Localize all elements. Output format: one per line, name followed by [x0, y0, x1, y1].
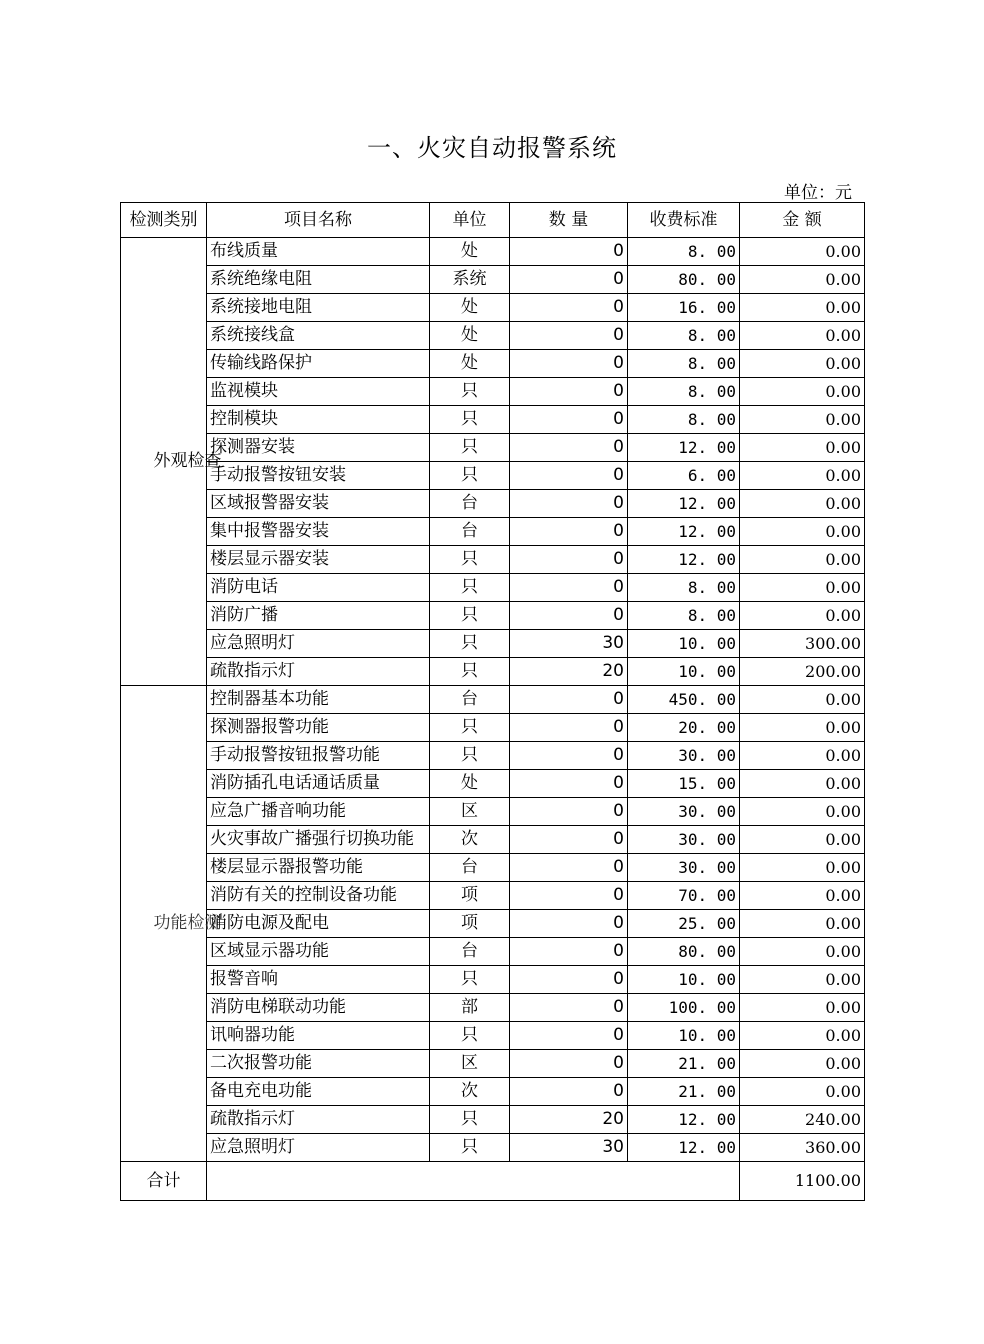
table-row — [121, 910, 865, 938]
unit-label: 单位：元 — [784, 183, 852, 203]
item-standard: 8. 00 — [628, 574, 740, 602]
item-quantity: 0 — [510, 574, 628, 602]
table-row — [121, 518, 865, 546]
item-quantity: 0 — [510, 938, 628, 966]
item-name: 探测器报警功能 — [207, 714, 430, 742]
item-unit: 部 — [430, 994, 510, 1022]
item-amount: 0.00 — [740, 798, 865, 826]
item-quantity: 0 — [510, 854, 628, 882]
item-standard: 8. 00 — [628, 322, 740, 350]
header-quantity: 数 量 — [510, 203, 628, 238]
item-amount: 0.00 — [740, 490, 865, 518]
header-category: 检测类别 — [121, 203, 207, 238]
item-name: 系统接线盒 — [207, 322, 430, 350]
item-name: 消防电源及配电 — [207, 910, 430, 938]
item-amount: 0.00 — [740, 826, 865, 854]
item-name: 监视模块 — [207, 378, 430, 406]
item-amount: 0.00 — [740, 714, 865, 742]
item-name: 楼层显示器报警功能 — [207, 854, 430, 882]
item-standard: 100. 00 — [628, 994, 740, 1022]
item-standard: 10. 00 — [628, 966, 740, 994]
item-quantity: 0 — [510, 434, 628, 462]
item-unit: 处 — [430, 322, 510, 350]
item-name: 探测器安装 — [207, 434, 430, 462]
item-unit: 系统 — [430, 266, 510, 294]
item-amount: 0.00 — [740, 406, 865, 434]
item-unit: 只 — [430, 1134, 510, 1162]
item-amount: 0.00 — [740, 434, 865, 462]
category-cell — [121, 238, 222, 686]
table-row — [121, 378, 865, 406]
item-amount: 0.00 — [740, 294, 865, 322]
item-standard: 450. 00 — [628, 686, 740, 714]
item-unit: 只 — [430, 742, 510, 770]
item-name: 手动报警按钮安装 — [207, 462, 430, 490]
table-row — [121, 938, 865, 966]
item-quantity: 0 — [510, 518, 628, 546]
item-unit: 区 — [430, 1050, 510, 1078]
item-name: 控制器基本功能 — [207, 686, 430, 714]
item-name: 传输线路保护 — [207, 350, 430, 378]
item-amount: 0.00 — [740, 994, 865, 1022]
total-blank — [207, 1162, 740, 1201]
item-quantity: 0 — [510, 686, 628, 714]
item-quantity: 0 — [510, 490, 628, 518]
item-standard: 16. 00 — [628, 294, 740, 322]
item-unit: 只 — [430, 462, 510, 490]
item-amount: 0.00 — [740, 686, 865, 714]
header-unit: 单位 — [430, 203, 510, 238]
header-amount: 金 额 — [740, 203, 865, 238]
item-standard: 21. 00 — [628, 1078, 740, 1106]
total-row — [121, 1162, 865, 1201]
item-standard: 21. 00 — [628, 1050, 740, 1078]
item-name: 疏散指示灯 — [207, 658, 430, 686]
item-standard: 12. 00 — [628, 546, 740, 574]
table-row — [121, 602, 865, 630]
item-name: 消防广播 — [207, 602, 430, 630]
item-name: 火灾事故广播强行切换功能 — [207, 826, 430, 854]
item-name: 系统接地电阻 — [207, 294, 430, 322]
table-row — [121, 266, 865, 294]
item-quantity: 0 — [510, 238, 628, 266]
item-quantity: 0 — [510, 350, 628, 378]
item-name: 手动报警按钮报警功能 — [207, 742, 430, 770]
table-row — [121, 434, 865, 462]
category-label: 功能检测 — [153, 913, 222, 933]
item-standard: 8. 00 — [628, 406, 740, 434]
table-row — [121, 686, 865, 714]
table-row — [121, 574, 865, 602]
item-quantity: 0 — [510, 742, 628, 770]
table-row — [121, 994, 865, 1022]
table-row — [121, 462, 865, 490]
item-quantity: 0 — [510, 714, 628, 742]
item-name: 消防电话 — [207, 574, 430, 602]
item-quantity: 0 — [510, 826, 628, 854]
item-name: 集中报警器安装 — [207, 518, 430, 546]
table-row — [121, 1106, 865, 1134]
item-unit: 只 — [430, 574, 510, 602]
item-unit: 只 — [430, 1106, 510, 1134]
table-row — [121, 1134, 865, 1162]
item-quantity: 0 — [510, 406, 628, 434]
item-unit: 台 — [430, 854, 510, 882]
item-quantity: 0 — [510, 1078, 628, 1106]
total-label: 合计 — [121, 1162, 207, 1201]
item-unit: 只 — [430, 714, 510, 742]
item-standard: 30. 00 — [628, 742, 740, 770]
item-standard: 10. 00 — [628, 1022, 740, 1050]
item-amount: 0.00 — [740, 546, 865, 574]
table-row — [121, 546, 865, 574]
total-amount: 1100.00 — [740, 1162, 865, 1201]
item-standard: 80. 00 — [628, 266, 740, 294]
item-name: 系统绝缘电阻 — [207, 266, 430, 294]
item-unit: 项 — [430, 910, 510, 938]
table-row — [121, 742, 865, 770]
item-amount: 0.00 — [740, 518, 865, 546]
item-amount: 0.00 — [740, 938, 865, 966]
item-amount: 0.00 — [740, 462, 865, 490]
table-row — [121, 322, 865, 350]
item-quantity: 30 — [510, 630, 628, 658]
item-amount: 0.00 — [740, 266, 865, 294]
item-amount: 360.00 — [740, 1134, 865, 1162]
item-unit: 项 — [430, 882, 510, 910]
item-quantity: 0 — [510, 322, 628, 350]
item-name: 应急广播音响功能 — [207, 798, 430, 826]
item-quantity: 20 — [510, 658, 628, 686]
table-row — [121, 854, 865, 882]
table-row — [121, 238, 865, 266]
table-row — [121, 826, 865, 854]
table-row — [121, 630, 865, 658]
header-row — [121, 203, 865, 238]
item-name: 消防插孔电话通话质量 — [207, 770, 430, 798]
item-standard: 6. 00 — [628, 462, 740, 490]
item-unit: 处 — [430, 294, 510, 322]
fee-table — [120, 202, 865, 1201]
item-quantity: 0 — [510, 910, 628, 938]
item-name: 消防有关的控制设备功能 — [207, 882, 430, 910]
item-unit: 只 — [430, 546, 510, 574]
item-unit: 处 — [430, 238, 510, 266]
table-row — [121, 966, 865, 994]
header-item-name: 项目名称 — [207, 203, 430, 238]
item-unit: 处 — [430, 350, 510, 378]
item-amount: 0.00 — [740, 854, 865, 882]
item-amount: 0.00 — [740, 1078, 865, 1106]
item-name: 应急照明灯 — [207, 630, 430, 658]
item-name: 备电充电功能 — [207, 1078, 430, 1106]
item-amount: 0.00 — [740, 1022, 865, 1050]
item-standard: 12. 00 — [628, 490, 740, 518]
item-quantity: 0 — [510, 882, 628, 910]
item-name: 控制模块 — [207, 406, 430, 434]
item-amount: 200.00 — [740, 658, 865, 686]
table-row — [121, 882, 865, 910]
item-quantity: 0 — [510, 378, 628, 406]
item-quantity: 0 — [510, 798, 628, 826]
item-amount: 0.00 — [740, 350, 865, 378]
item-unit: 区 — [430, 798, 510, 826]
item-name: 区域显示器功能 — [207, 938, 430, 966]
item-quantity: 0 — [510, 1022, 628, 1050]
item-unit: 只 — [430, 966, 510, 994]
item-standard: 8. 00 — [628, 238, 740, 266]
item-quantity: 30 — [510, 1134, 628, 1162]
item-amount: 300.00 — [740, 630, 865, 658]
item-quantity: 0 — [510, 546, 628, 574]
item-amount: 0.00 — [740, 966, 865, 994]
item-unit: 只 — [430, 658, 510, 686]
item-standard: 10. 00 — [628, 630, 740, 658]
item-unit: 次 — [430, 826, 510, 854]
item-quantity: 0 — [510, 602, 628, 630]
table-row — [121, 770, 865, 798]
header-standard: 收费标准 — [628, 203, 740, 238]
table-row — [121, 1078, 865, 1106]
item-quantity: 0 — [510, 266, 628, 294]
item-standard: 25. 00 — [628, 910, 740, 938]
item-standard: 70. 00 — [628, 882, 740, 910]
item-quantity: 20 — [510, 1106, 628, 1134]
item-unit: 只 — [430, 602, 510, 630]
item-amount: 0.00 — [740, 742, 865, 770]
item-name: 讯响器功能 — [207, 1022, 430, 1050]
item-unit: 处 — [430, 770, 510, 798]
item-name: 消防电梯联动功能 — [207, 994, 430, 1022]
item-name: 疏散指示灯 — [207, 1106, 430, 1134]
item-amount: 0.00 — [740, 574, 865, 602]
item-unit: 台 — [430, 938, 510, 966]
table-row — [121, 1022, 865, 1050]
item-standard: 30. 00 — [628, 798, 740, 826]
table-row — [121, 294, 865, 322]
item-quantity: 0 — [510, 770, 628, 798]
item-standard: 8. 00 — [628, 602, 740, 630]
item-quantity: 0 — [510, 294, 628, 322]
table-row — [121, 658, 865, 686]
item-unit: 台 — [430, 518, 510, 546]
item-name: 布线质量 — [207, 238, 430, 266]
item-unit: 只 — [430, 406, 510, 434]
item-amount: 0.00 — [740, 770, 865, 798]
item-name: 区域报警器安装 — [207, 490, 430, 518]
item-quantity: 0 — [510, 966, 628, 994]
item-name: 楼层显示器安装 — [207, 546, 430, 574]
category-label: 外观检查 — [153, 451, 222, 471]
item-amount: 0.00 — [740, 910, 865, 938]
item-unit: 次 — [430, 1078, 510, 1106]
table-row — [121, 798, 865, 826]
item-unit: 只 — [430, 378, 510, 406]
item-standard: 80. 00 — [628, 938, 740, 966]
item-standard: 30. 00 — [628, 826, 740, 854]
page-title: 一、火灾自动报警系统 — [367, 134, 617, 162]
item-standard: 12. 00 — [628, 434, 740, 462]
item-standard: 10. 00 — [628, 658, 740, 686]
item-amount: 0.00 — [740, 322, 865, 350]
item-name: 报警音响 — [207, 966, 430, 994]
table-row — [121, 490, 865, 518]
item-standard: 8. 00 — [628, 378, 740, 406]
item-quantity: 0 — [510, 462, 628, 490]
item-amount: 0.00 — [740, 602, 865, 630]
table-row — [121, 714, 865, 742]
item-standard: 30. 00 — [628, 854, 740, 882]
item-unit: 只 — [430, 1022, 510, 1050]
item-standard: 12. 00 — [628, 518, 740, 546]
item-amount: 0.00 — [740, 238, 865, 266]
item-standard: 8. 00 — [628, 350, 740, 378]
table-row — [121, 350, 865, 378]
item-amount: 240.00 — [740, 1106, 865, 1134]
table-row — [121, 406, 865, 434]
item-name: 二次报警功能 — [207, 1050, 430, 1078]
item-unit: 台 — [430, 490, 510, 518]
item-quantity: 0 — [510, 1050, 628, 1078]
item-amount: 0.00 — [740, 378, 865, 406]
category-cell — [121, 686, 222, 1162]
item-standard: 12. 00 — [628, 1106, 740, 1134]
item-standard: 12. 00 — [628, 1134, 740, 1162]
item-unit: 只 — [430, 630, 510, 658]
item-amount: 0.00 — [740, 1050, 865, 1078]
item-unit: 台 — [430, 686, 510, 714]
item-amount: 0.00 — [740, 882, 865, 910]
item-name: 应急照明灯 — [207, 1134, 430, 1162]
item-standard: 15. 00 — [628, 770, 740, 798]
table-row — [121, 1050, 865, 1078]
item-unit: 只 — [430, 434, 510, 462]
table-body — [121, 238, 865, 1162]
item-standard: 20. 00 — [628, 714, 740, 742]
item-quantity: 0 — [510, 994, 628, 1022]
